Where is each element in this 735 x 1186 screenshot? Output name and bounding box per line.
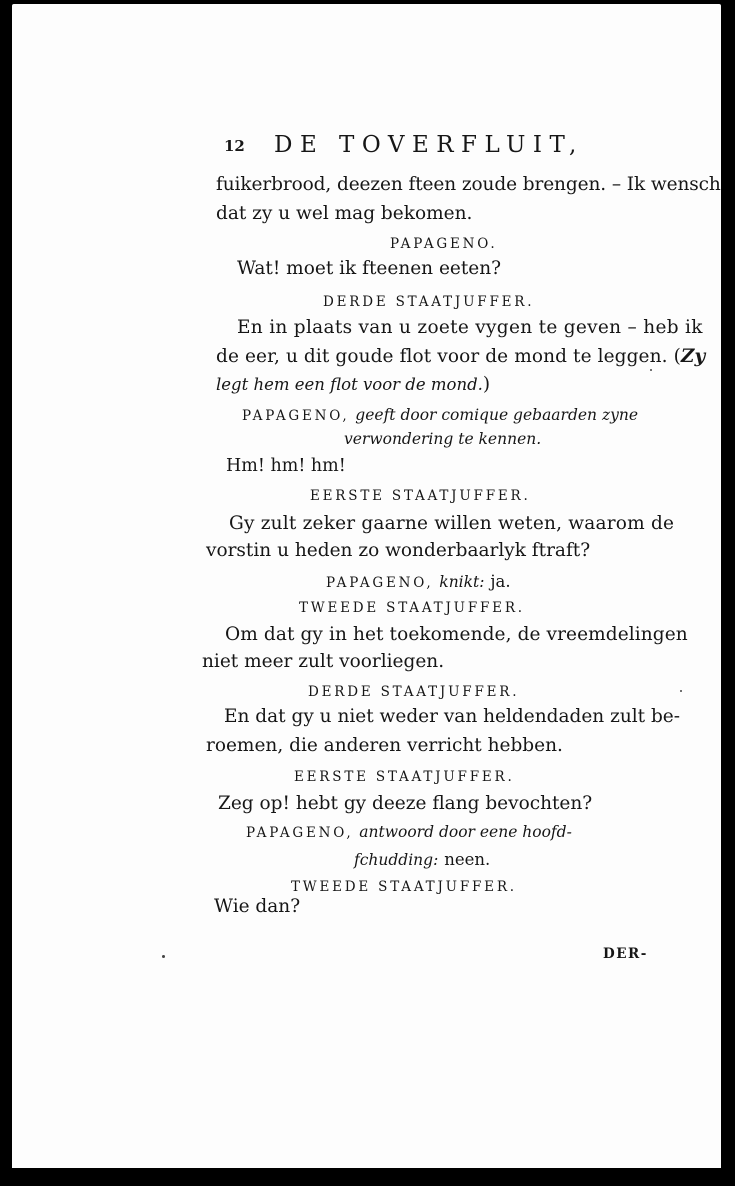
text-line: En in plaats van u zoete vygen te geven – heb ik (237, 317, 703, 338)
running-title: DE TOVERFLUIT, (274, 132, 584, 158)
text-line: Wat! moet ik fteenen eeten? (237, 258, 502, 279)
speaker-heading: PAPAGENO, knikt: ja. (326, 572, 511, 591)
stage-direction: geeft door comique gebaarden zyne (355, 406, 639, 424)
speaker-heading: PAPAGENO. (390, 236, 498, 252)
speaker-heading: DERDE STAATJUFFER. (323, 294, 535, 310)
speaker-heading: PAPAGENO, antwoord door eene hoofd- (246, 823, 572, 841)
stage-direction: fchudding: (354, 851, 439, 869)
text-line: vorstin u heden zo wonderbaarlyk ftraft? (206, 540, 591, 561)
text-line: fuikerbrood, deezen fteen zoude brengen. – Ik wensch (216, 174, 721, 195)
ink-speck (162, 955, 165, 958)
text-line: fchudding: neen. (354, 850, 491, 869)
catchword: DER- (603, 946, 648, 962)
page-number: 12 (224, 137, 245, 155)
text-line: roemen, die anderen verricht hebben. (206, 735, 563, 756)
text-line: dat zy u wel mag bekomen. (216, 203, 473, 224)
text-line: legt hem een flot voor de mond.) (216, 374, 491, 395)
stage-direction: legt hem een flot voor de mond. (216, 375, 483, 394)
ink-speck (680, 690, 682, 692)
stage-direction: Zy (680, 346, 706, 367)
speaker-heading: EERSTE STAATJUFFER. (310, 488, 531, 504)
text-line: Gy zult zeker gaarne willen weten, waarom de (229, 513, 675, 534)
text-line: Om dat gy in het toekomende, de vreemdelingen (225, 624, 688, 645)
text-line: Zeg op! hebt gy deeze flang bevochten? (218, 793, 593, 814)
text-line: En dat gy u niet weder van heldendaden zult be- (224, 706, 681, 727)
text-line: Wie dan? (214, 896, 301, 917)
stage-direction: antwoord door eene hoofd- (359, 823, 572, 841)
speaker-heading: TWEEDE STAATJUFFER. (299, 600, 525, 616)
stage-direction: verwondering te kennen. (344, 430, 542, 448)
stage-direction: knikt: (439, 573, 485, 591)
running-head (224, 132, 644, 160)
text-line: de eer, u dit goude flot voor de mond te leggen. (Zy (216, 346, 706, 367)
speaker-heading: TWEEDE STAATJUFFER. (291, 879, 517, 895)
speaker-heading: EERSTE STAATJUFFER. (294, 769, 515, 785)
book-page (12, 4, 721, 1170)
ink-speck (650, 369, 652, 371)
page-edge-shadow (10, 1168, 725, 1186)
text-line: Hm! hm! hm! (226, 456, 346, 476)
text-line: niet meer zult voorliegen. (202, 651, 445, 672)
speaker-heading: PAPAGENO, geeft door comique gebaarden zyne (242, 406, 639, 424)
speaker-heading: DERDE STAATJUFFER. (308, 684, 520, 700)
